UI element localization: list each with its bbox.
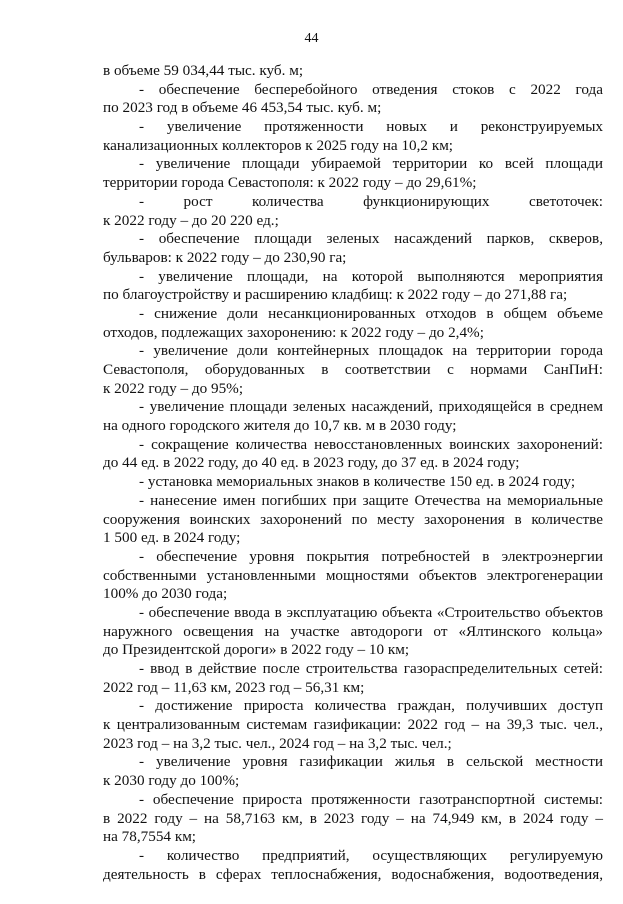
text-line: деятельность в сферах теплоснабжения, водоснабжения, водоотведения, <box>103 865 603 883</box>
text-line: - обеспечение прироста протяженности газотранспортной системы: <box>139 790 603 808</box>
text-line: - увеличение площади зеленых насаждений, приходящейся в среднем <box>139 398 603 416</box>
text-line: - увеличение протяженности новых и реконструируемых <box>139 118 603 136</box>
text-line: - количество предприятий, осуществляющих регулируемую <box>139 846 603 864</box>
text-line: бульваров: к 2022 году – до 230,90 га; <box>103 248 347 266</box>
text-line: к 2022 году – до 95%; <box>103 379 244 397</box>
text-line: к 2030 году до 100%; <box>103 772 240 790</box>
text-line: до Президентской дороги» в 2022 году – 10 км; <box>103 641 410 659</box>
text-line: 100% до 2030 года; <box>103 585 228 603</box>
text-line: - обеспечение площади зеленых насаждений парков, скверов, <box>139 230 603 248</box>
text-line: Севастополя, оборудованных в соответствии с нормами СанПиН: <box>103 361 603 378</box>
text-line: по 2023 год в объеме 46 453,54 тыс. куб. м; <box>103 99 382 117</box>
text-line: - обеспечение бесперебойного отведения стоков с 2022 года <box>139 80 603 98</box>
text-line: на одного городского жителя до 10,7 кв. м в 2030 году; <box>103 417 457 435</box>
text-line: - увеличение площади убираемой территории ко всей площади <box>139 155 603 173</box>
text-line: - увеличение доли контейнерных площадок на территории города <box>139 342 603 360</box>
text-line: наружного освещения на участке автодороги от «Ялтинского кольца» <box>103 622 603 640</box>
text-line: - нанесение имен погибших при защите Отечества на мемориальные <box>139 491 603 509</box>
text-line: - установка мемориальных знаков в количестве 150 ед. в 2024 году; <box>139 473 576 491</box>
text-line: - снижение доли несанкционированных отходов в общем объеме <box>139 304 603 322</box>
text-line: по благоустройству и расширению кладбищ: к 2022 году – до 271,88 га; <box>103 286 568 304</box>
text-line: до 44 ед. в 2022 году, до 40 ед. в 2023 году, до 37 ед. в 2024 году; <box>103 454 520 472</box>
body-text <box>103 62 603 884</box>
page-number: 44 <box>304 31 319 46</box>
text-line: на 78,7554 км; <box>103 828 197 846</box>
text-line: в 2022 году – на 58,7163 км, в 2023 году – на 74,949 км, в 2024 году – <box>103 809 603 827</box>
text-line: собственными установленными мощностями объектов электрогенерации <box>103 566 603 584</box>
text-line: отходов, подлежащих захоронению: к 2022 году – до 2,4%; <box>103 323 484 341</box>
text-line: территории города Севастополя: к 2022 году – до 29,61%; <box>103 174 477 192</box>
text-line: к 2022 году – до 20 220 ед.; <box>103 211 279 229</box>
text-line: 1 500 ед. в 2024 году; <box>103 529 241 547</box>
text-line: - рост количества функционирующих светоточек: <box>139 192 603 210</box>
text-line: канализационных коллекторов к 2025 году на 10,2 км; <box>103 136 454 154</box>
text-line: - увеличение уровня газификации жилья в сельской местности <box>139 753 603 771</box>
text-line: - сокращение количества невосстановленных воинских захоронений: <box>139 435 603 453</box>
text-line: сооружения воинских захоронений по месту захоронения в количестве <box>103 510 603 528</box>
text-line: в объеме 59 034,44 тыс. куб. м; <box>103 62 304 79</box>
text-line: 2023 год – на 3,2 тыс. чел., 2024 год – на 3,2 тыс. чел.; <box>103 734 452 752</box>
text-line: - увеличение площади, на которой выполняются мероприятия <box>139 267 603 285</box>
text-line: к централизованным системам газификации: 2022 год – на 39,3 тыс. чел., <box>103 716 603 734</box>
text-line: - обеспечение ввода в эксплуатацию объекта «Строительство объектов <box>139 603 603 621</box>
text-line: - ввод в действие после строительства газораспределительных сетей: <box>139 660 603 677</box>
text-line: - достижение прироста количества граждан, получивших доступ <box>139 697 603 715</box>
text-line: - обеспечение уровня покрытия потребностей в электроэнергии <box>139 547 603 565</box>
text-line: 2022 год – 11,63 км, 2023 год – 56,31 км; <box>103 678 365 696</box>
